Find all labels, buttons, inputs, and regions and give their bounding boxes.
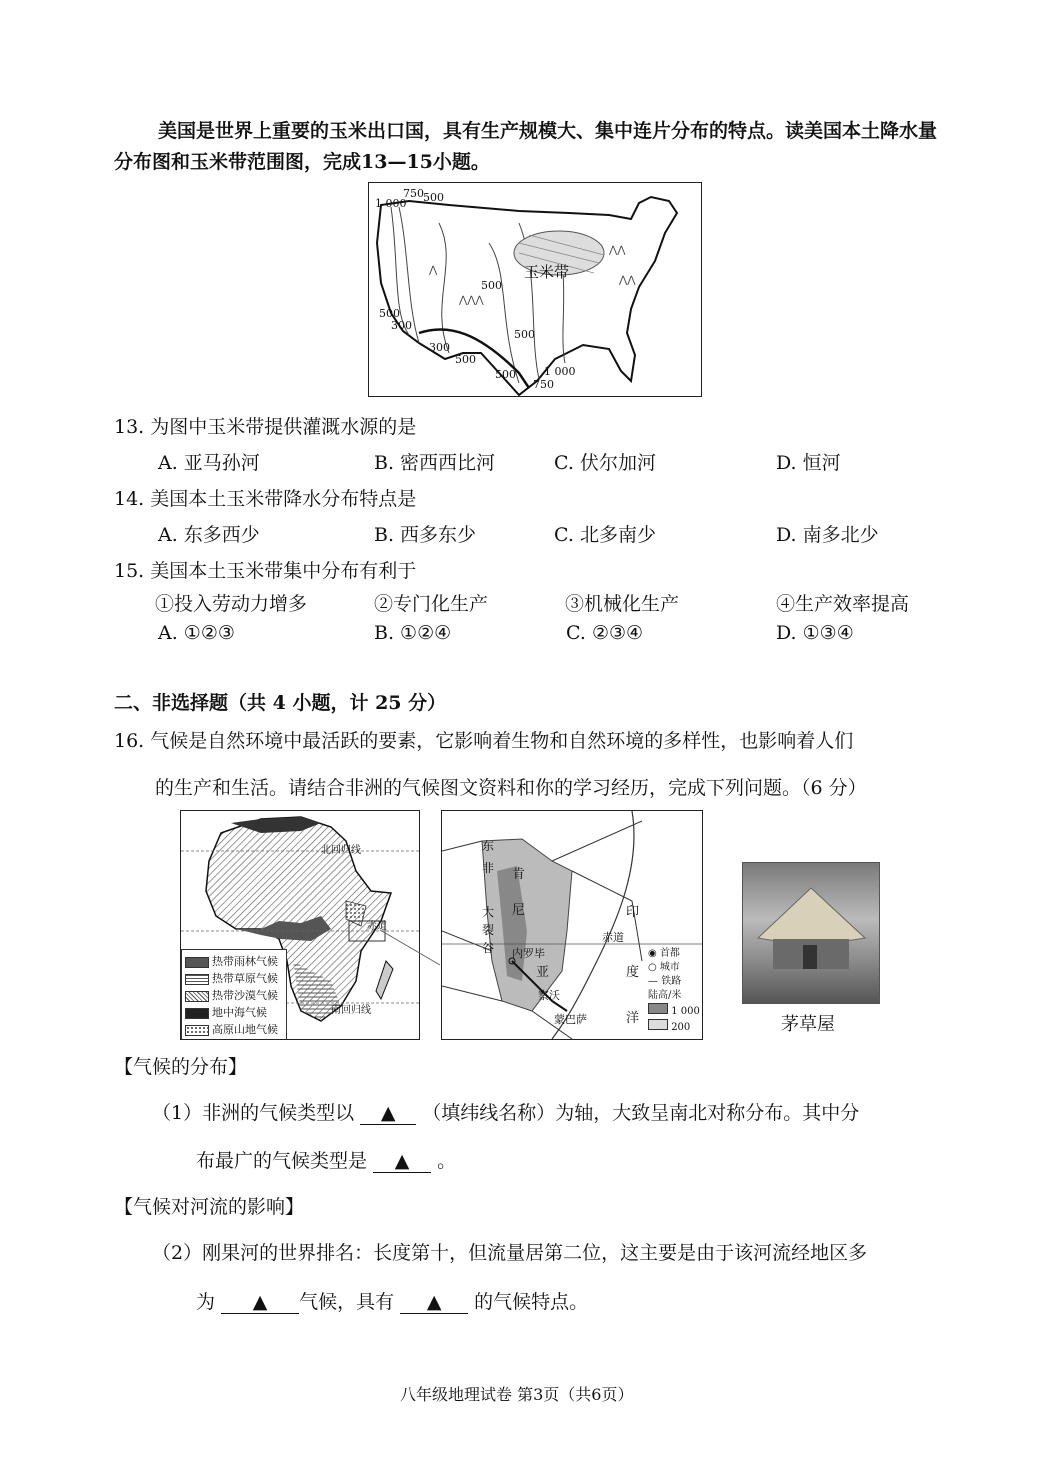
ocean-char: 度 [626, 965, 640, 980]
isoline-label: 500 [514, 328, 535, 341]
q16-line2: 的生产和生活。请结合非洲的气候图文资料和你的学习经历，完成下列问题。（6 分） [155, 777, 867, 799]
tropic-label: 北回归线 [321, 845, 361, 856]
q14-option-a[interactable]: A. 东多西少 [158, 524, 260, 546]
q15-option-c[interactable]: C. ②③④ [566, 622, 644, 644]
q13-stem: 13. 为图中玉米带提供灌溉水源的是 [114, 416, 417, 438]
legend-item: 地中海气候 [185, 1004, 267, 1020]
isoline-label: 300 [429, 341, 450, 354]
isoline-label: 750 [403, 187, 424, 200]
isoline-label: 300 [391, 319, 412, 332]
legend-200: 200 [648, 1019, 700, 1035]
inset-connector [380, 925, 442, 970]
q15-stem: 15. 美国本土玉米带集中分布有利于 [114, 560, 417, 582]
sub1-line2: 布最广的气候类型是 ▲ 。 [196, 1150, 457, 1172]
isoline-label: 1 000 [375, 197, 407, 210]
answer-blank[interactable]: ▲ [221, 1291, 299, 1314]
answer-blank[interactable]: ▲ [400, 1291, 468, 1314]
q14-option-c[interactable]: C. 北多南少 [554, 524, 656, 546]
rift-char: 谷 [482, 941, 495, 955]
s-tropic-label: 南回归线 [331, 1005, 371, 1016]
us-precipitation-map [368, 182, 702, 397]
q13-option-a[interactable]: A. 亚马孙河 [158, 452, 260, 474]
rift-char: 东 [482, 839, 495, 853]
q15-item-2: ②专门化生产 [374, 593, 489, 615]
q15-item-3: ③机械化生产 [565, 593, 680, 615]
legend-railway: — 铁路 [648, 976, 682, 987]
q13-option-b[interactable]: B. 密西西比河 [374, 452, 496, 474]
nairobi-label: 内罗毕 [512, 947, 545, 960]
sub2-line1: （2）刚果河的世界排名：长度第十，但流量居第二位，这主要是由于该河流经地区多 [152, 1242, 868, 1264]
svg-text:⋀⋀: ⋀⋀ [619, 275, 636, 286]
q15-option-b[interactable]: B. ①②④ [374, 622, 452, 644]
ocean-char: 洋 [626, 1011, 640, 1026]
isoline-label: 500 [379, 307, 400, 320]
legend-item: 热带沙漠气候 [185, 987, 278, 1003]
hut-drawing [743, 863, 879, 1003]
q15-item-1: ①投入劳动力增多 [155, 593, 308, 615]
q13-option-d[interactable]: D. 恒河 [776, 452, 841, 474]
sub2-title: 【气候对河流的影响】 [114, 1196, 305, 1218]
svg-text:⋀⋀⋀: ⋀⋀⋀ [459, 295, 484, 306]
q13-option-c[interactable]: C. 伏尔加河 [554, 452, 656, 474]
isoline-label: 500 [423, 191, 444, 204]
svg-text:⋀: ⋀ [429, 265, 438, 276]
africa-legend [181, 949, 287, 1040]
page-footer: 八年级地理试卷 第3页（共6页） [400, 1385, 634, 1404]
sub2-line2: 为 ▲ 气候，具有 ▲ 的气候特点。 [196, 1291, 589, 1313]
rift-char: 裂 [482, 923, 495, 937]
sub1-title: 【气候的分布】 [114, 1056, 248, 1078]
corn-belt-label: 玉米带 [524, 263, 570, 281]
isoline-label: 1 000 [544, 365, 576, 378]
kenya-map [441, 810, 703, 1040]
equator-label: 赤道 [367, 921, 387, 932]
legend-item: 高原山地气候 [185, 1021, 278, 1037]
legend-item: 热带草原气候 [185, 970, 278, 986]
us-map-drawing [369, 183, 701, 396]
tsavo-label: 察沃 [538, 989, 560, 1002]
q14-stem: 14. 美国本土玉米带降水分布特点是 [114, 488, 417, 510]
kenya-equator-label: 赤道 [602, 931, 624, 944]
intro-paragraph: 美国是世界上重要的玉米出口国，具有生产规模大、集中连片分布的特点。读美国本土降水量分布图和玉米带范围图，完成13—15小题。 [114, 120, 938, 173]
legend-capital: ◉ 首都 [648, 948, 680, 959]
legend-1000: 1 000 [648, 1003, 700, 1019]
q16-line1: 16. 气候是自然环境中最活跃的要素，它影响着生物和自然环境的多样性，也影响着人们 [114, 730, 854, 752]
q14-option-d[interactable]: D. 南多北少 [776, 524, 879, 546]
kenya-char: 亚 [536, 965, 550, 980]
svg-text:⋀⋀: ⋀⋀ [609, 245, 626, 256]
section-2-heading: 二、非选择题（共 4 小题，计 25 分） [114, 692, 447, 714]
isoline-label: 500 [495, 368, 516, 381]
thatched-hut-photo [742, 862, 880, 1004]
rift-char: 大 [482, 905, 495, 919]
kenya-char: 尼 [512, 903, 526, 918]
ocean-char: 印 [626, 905, 640, 920]
legend-city: ○ 城市 [648, 962, 680, 973]
isoline-label: 750 [533, 378, 554, 391]
kenya-char: 肯 [512, 867, 526, 882]
rift-char: 非 [482, 861, 495, 875]
q15-item-4: ④生产效率提高 [776, 593, 910, 615]
q15-option-d[interactable]: D. ①③④ [776, 622, 854, 644]
legend-item: 热带雨林气候 [185, 953, 278, 969]
isoline-label: 500 [481, 279, 502, 292]
answer-blank[interactable]: ▲ [373, 1150, 431, 1173]
mombasa-label: 蒙巴萨 [554, 1013, 587, 1026]
legend-elevation: 陆高/米 [648, 990, 682, 1001]
q14-option-b[interactable]: B. 西多东少 [374, 524, 477, 546]
answer-blank[interactable]: ▲ [360, 1102, 416, 1125]
isoline-label: 500 [455, 353, 476, 366]
sub1-line1: （1）非洲的气候类型以 ▲ （填纬线名称）为轴，大致呈南北对称分布。其中分 [152, 1102, 860, 1124]
q15-option-a[interactable]: A. ①②③ [158, 622, 235, 644]
kenya-legend [648, 947, 700, 1035]
hut-caption: 茅草屋 [781, 1014, 835, 1035]
